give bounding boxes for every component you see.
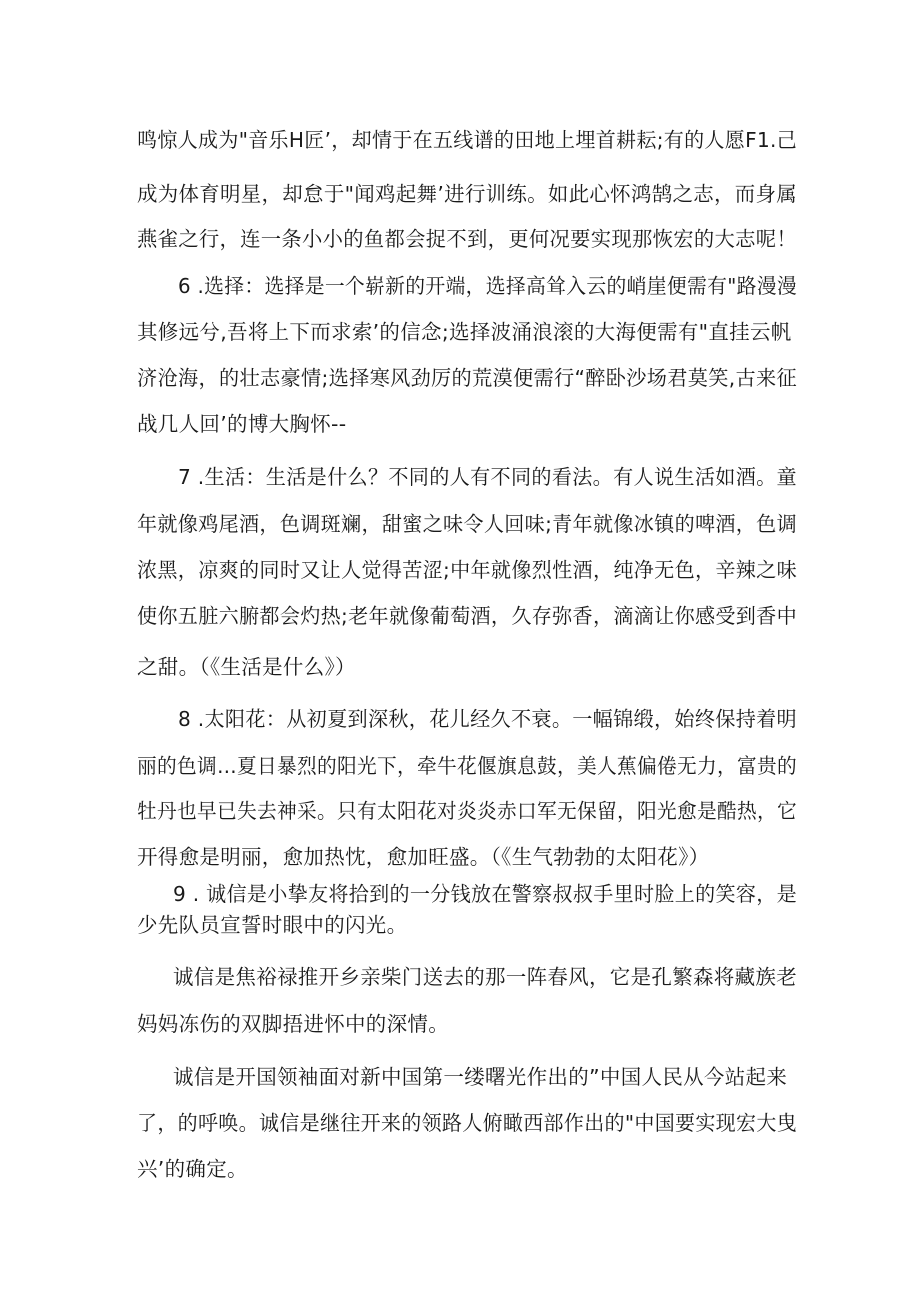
text-line: 成为体育明星，却怠于"闻鸡起舞’进行训练。如此心怀鸿鹄之志，而身属 bbox=[137, 182, 797, 206]
text-line: 牡丹也早已失去神采。只有太阳花对炎炎赤口军无保留，阳光愈是酷热，它 bbox=[137, 799, 797, 823]
text-line: 兴’的确定。 bbox=[137, 1157, 248, 1181]
text-line: 妈妈冻伤的双脚捂进怀中的深情。 bbox=[137, 1012, 449, 1036]
text-line: 使你五脏六腑都会灼热;老年就像葡萄酒，久存弥香，滴滴让你感受到香中 bbox=[137, 604, 797, 628]
text-line: 诚信是焦裕禄推开乡亲柴门送去的那一阵春风，它是孔繁森将藏族老 bbox=[173, 965, 797, 989]
text-line: 7 .生活：生活是什么？不同的人有不同的看法。有人说生活如酒。童 bbox=[178, 465, 797, 489]
text-line: 济沧海，的壮志豪情;选择寒风劲厉的荒漠便需行“醉卧沙场君莫笑,古来征 bbox=[137, 366, 797, 390]
text-line: 开得愈是明丽，愈加热忱，愈加旺盛。（《生气勃勃的太阳花》） bbox=[137, 845, 710, 869]
text-line: 之甜。（《生活是什么》） bbox=[137, 655, 356, 679]
text-line: 年就像鸡尾酒，色调斑斓，甜蜜之味令人回味;青年就像冰镇的啤酒，色调 bbox=[137, 512, 797, 536]
text-line: 丽的色调…夏日暴烈的阳光下，牵牛花偃旗息鼓，美人蕉偏倦无力，富贵的 bbox=[137, 754, 797, 778]
text-line: 鸣惊人成为"音乐H匠’，却情于在五线谱的田地上埋首耕耘;有的人愿F1.己 bbox=[137, 128, 797, 152]
text-line: 燕雀之行，连一条小小的鱼都会捉不到，更何况要实现那恢宏的大志呢！ bbox=[137, 227, 797, 251]
text-line: 6 .选择：选择是一个崭新的开端，选择高耸入云的峭崖便需有"路漫漫 bbox=[178, 274, 797, 298]
text-line: 战几人回’的博大胸怀-- bbox=[137, 412, 347, 436]
text-line: 9 . 诚信是小挚友将拾到的一分钱放在警察叔叔手里时脸上的笑容，是 bbox=[173, 882, 797, 906]
text-line: 诚信是开国领袖面对新中国第一缕曙光作出的”中国人民从今站起来 bbox=[173, 1065, 788, 1089]
text-line: 其修远兮,吾将上下而求索’的信念;选择波涌浪滚的大海便需有"直挂云帆 bbox=[137, 320, 792, 344]
text-line: 浓黑，凉爽的同时又让人觉得苦涩;中年就像烈性酒，纯净无色，辛辣之味 bbox=[137, 558, 797, 582]
text-line: 少先队员宣誓时眼中的闪光。 bbox=[137, 913, 408, 937]
text-line: 8 .太阳花：从初夏到深秋，花儿经久不衰。一幅锦缎，始终保持着明 bbox=[178, 707, 797, 731]
text-line: 了，的呼唤。诚信是继往开来的领路人俯瞰西部作出的"中国要实现宏大曳 bbox=[137, 1111, 797, 1135]
